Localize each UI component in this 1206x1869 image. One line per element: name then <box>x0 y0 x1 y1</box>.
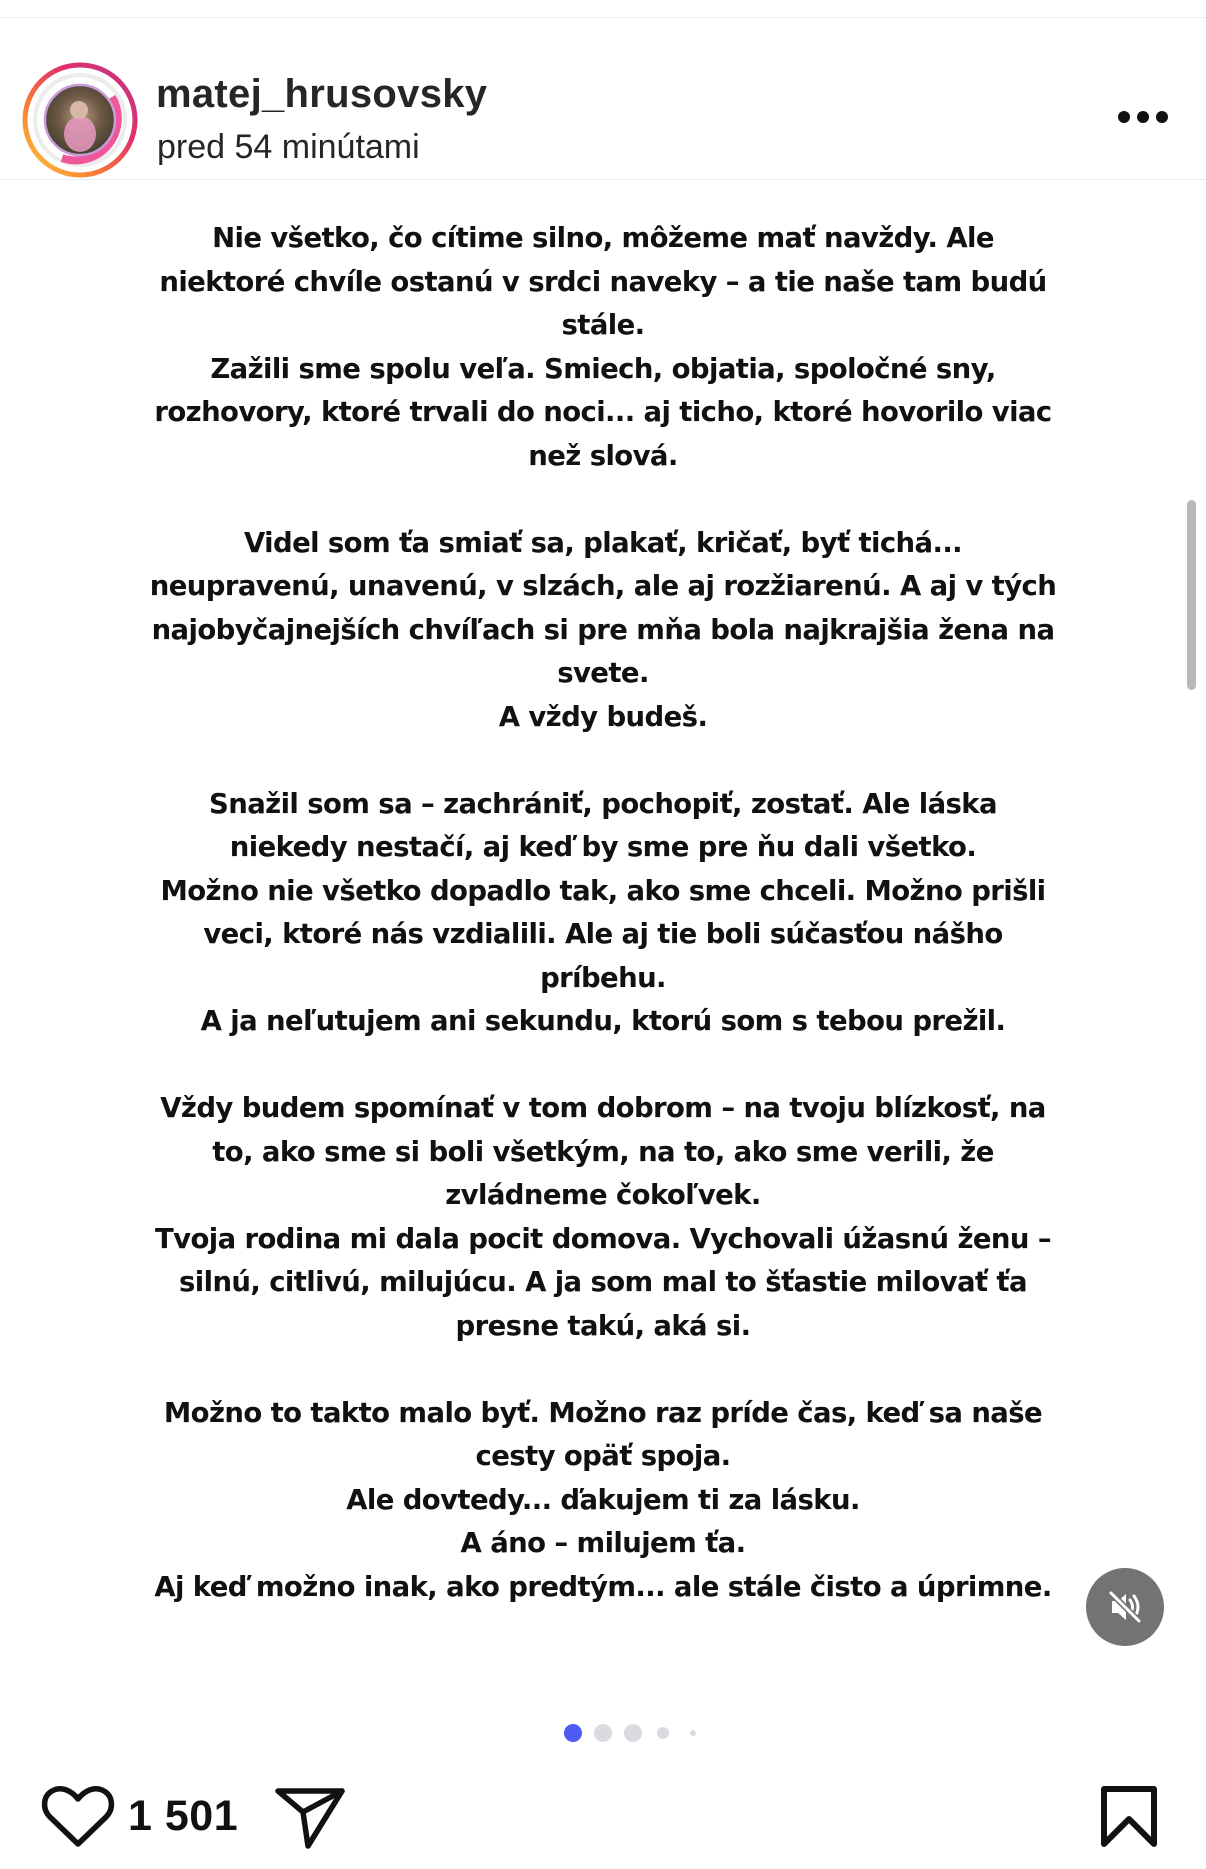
paragraph-gap <box>0 739 1206 783</box>
more-horizontal-icon <box>1156 111 1168 123</box>
post-text-line: Možno to takto malo byť. Možno raz príde čas, keď sa naše <box>163 1396 1043 1429</box>
post-text-line: Tvoja rodina mi dala pocit domova. Vychovali úžasnú ženu – <box>155 1222 1051 1255</box>
post-text-line: Aj keď možno inak, ako predtým... ale stále čisto a úprimne. <box>154 1570 1052 1603</box>
share-button[interactable] <box>272 1782 348 1852</box>
paragraph-gap <box>0 478 1206 522</box>
carousel-dot[interactable] <box>624 1724 642 1742</box>
post-header <box>0 18 1206 180</box>
post-text-line: silnú, citlivú, milujúcu. A ja som mal to šťastie milovať ťa <box>179 1266 1027 1298</box>
post-text-line: A ja neľutujem ani sekundu, ktorú som s tebou prežil. <box>200 1005 1006 1037</box>
action-bar <box>0 1776 1206 1856</box>
post-text-line: Možno nie všetko dopadlo tak, ako sme chceli. Možno prišli <box>160 874 1046 907</box>
post-text-line: príbehu. <box>540 961 666 994</box>
post-text-line: svete. <box>557 657 649 689</box>
carousel-dot[interactable] <box>594 1724 612 1742</box>
post-text-line: zvládneme čokoľvek. <box>445 1179 761 1211</box>
like-count[interactable]: 1 501 <box>128 1792 239 1840</box>
carousel-dot[interactable] <box>690 1730 696 1736</box>
post-text-line: A áno – milujem ťa. <box>460 1527 746 1559</box>
post-text-line: Snažil som sa – zachrániť, pochopiť, zostať. Ale láska <box>209 787 997 820</box>
speaker-muted-icon <box>1105 1587 1145 1627</box>
heart-outline-icon <box>40 1782 116 1850</box>
post-text-line: cesty opäť spoja. <box>475 1440 731 1472</box>
carousel-dot[interactable] <box>657 1727 669 1739</box>
post-text-line: Videl som ťa smiať sa, plakať, kričať, byť tichá... <box>243 526 963 559</box>
like-button[interactable] <box>40 1782 116 1850</box>
more-horizontal-icon <box>1118 111 1130 123</box>
post-text-line: Zažili sme spolu veľa. Smiech, objatia, spoločné sny, <box>210 352 996 385</box>
post-text-line: stále. <box>561 309 645 341</box>
post-timestamp: pred 54 minútami <box>157 128 420 166</box>
mute-toggle-button[interactable] <box>1086 1568 1164 1646</box>
paper-plane-icon <box>272 1782 348 1852</box>
post-text-line: Ale dovtedy... ďakujem ti za lásku. <box>346 1483 860 1516</box>
post-text-line: neupravenú, unavenú, v slzách, ale aj rozžiarenú. A aj v tých <box>149 570 1057 602</box>
post-text-line: najobyčajnejších chvíľach si pre mňa bola najkrajšia žena na <box>151 613 1055 646</box>
post-text-line: to, ako sme si boli všetkým, na to, ako sme verili, že <box>212 1135 994 1168</box>
paragraph-gap <box>0 1044 1206 1088</box>
bookmark-outline-icon <box>1096 1782 1162 1852</box>
scrollbar[interactable] <box>1187 500 1196 690</box>
post-text-line: niektoré chvíle ostanú v srdci naveky – a tie naše tam budú <box>159 265 1047 298</box>
post-text-line: veci, ktoré nás vzdialili. Ale aj tie boli súčasťou nášho <box>203 918 1003 950</box>
post-text-line: rozhovory, ktoré trvali do noci... aj ticho, ktoré hovorilo viac <box>154 396 1052 428</box>
post-text-line: presne takú, aká si. <box>455 1309 751 1342</box>
carousel-dot-active[interactable] <box>564 1724 582 1742</box>
username[interactable]: matej_hrusovsky <box>156 72 488 116</box>
post-text-line: než slová. <box>528 439 678 472</box>
post-text-content <box>0 217 1206 1609</box>
post-text-line: Vždy budem spomínať v tom dobrom – na tvoju blízkosť, na <box>160 1092 1046 1124</box>
post-text-line: niekedy nestačí, aj keď by sme pre ňu dali všetko. <box>229 831 977 863</box>
post-text-line: Nie všetko, čo cítime silno, môžeme mať navždy. Ale <box>212 222 994 254</box>
avatar[interactable] <box>22 62 138 178</box>
more-horizontal-icon <box>1137 111 1149 123</box>
paragraph-gap <box>0 1348 1206 1392</box>
carousel-indicator <box>0 1724 1206 1742</box>
more-options-button[interactable] <box>1108 100 1178 134</box>
post-text-line: A vždy budeš. <box>498 700 708 733</box>
story-ring-icon <box>22 62 138 178</box>
save-button[interactable] <box>1096 1782 1162 1852</box>
